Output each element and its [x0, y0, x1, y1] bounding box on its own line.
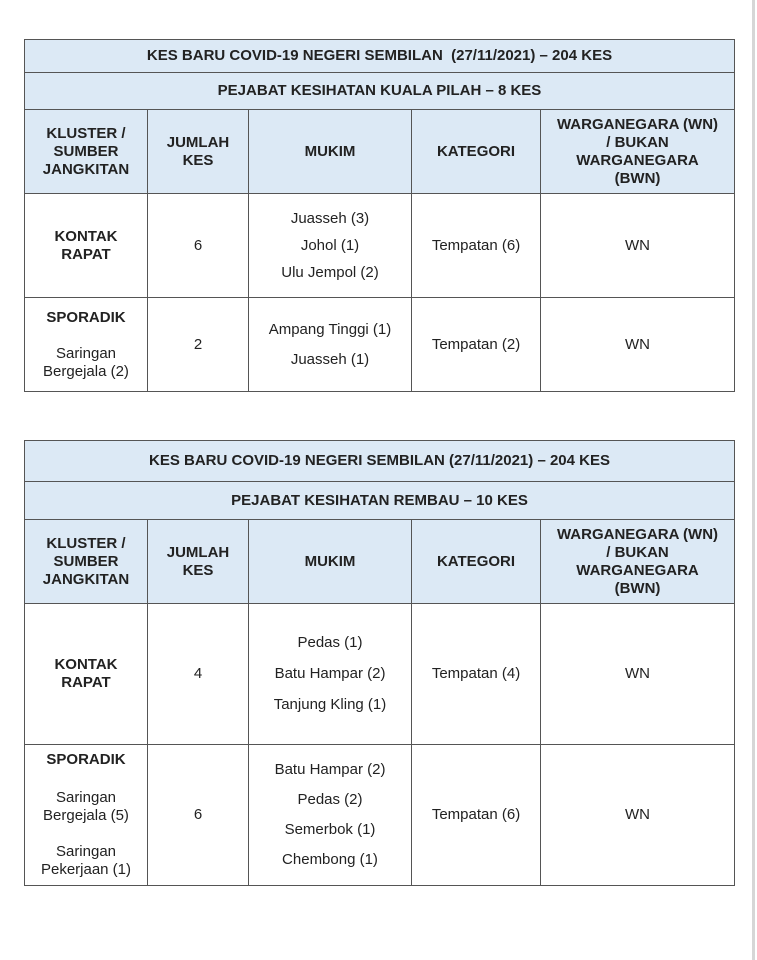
header-mukim: MUKIM	[249, 520, 412, 604]
cell-jumlah: 4	[148, 604, 249, 745]
cell-kategori: Tempatan (4)	[412, 604, 541, 745]
cell-warganegara: WN	[541, 745, 735, 886]
table-row	[25, 745, 735, 886]
table-row	[25, 194, 735, 298]
table-title-row	[25, 40, 735, 73]
table-title: KES BARU COVID-19 NEGERI SEMBILAN (27/11/2021) – 204 KES	[25, 441, 735, 482]
cell-kategori: Tempatan (6)	[412, 194, 541, 298]
cell-jumlah: 6	[148, 194, 249, 298]
header-kategori: KATEGORI	[412, 110, 541, 194]
column-header-row	[25, 110, 735, 194]
cell-mukim: Pedas (1) Batu Hampar (2) Tanjung Kling (1)	[249, 604, 412, 745]
cell-kluster: KONTAK RAPAT	[25, 604, 148, 745]
cell-jumlah: 6	[148, 745, 249, 886]
table-title-row	[25, 441, 735, 482]
table-row	[25, 298, 735, 392]
case-table-rembau	[24, 440, 735, 886]
table-title: KES BARU COVID-19 NEGERI SEMBILAN (27/11/2021) – 204 KES	[25, 40, 735, 73]
cell-kategori: Tempatan (2)	[412, 298, 541, 392]
cell-warganegara: WN	[541, 298, 735, 392]
header-kluster: KLUSTER / SUMBER JANGKITAN	[25, 110, 148, 194]
office-row	[25, 482, 735, 520]
header-jumlah: JUMLAH KES	[148, 110, 249, 194]
column-header-row	[25, 520, 735, 604]
cell-kluster: SPORADIK Saringan Bergejala (2)	[25, 298, 148, 392]
office-title: PEJABAT KESIHATAN REMBAU – 10 KES	[25, 482, 735, 520]
cell-warganegara: WN	[541, 604, 735, 745]
header-warganegara: WARGANEGARA (WN) / BUKAN WARGANEGARA (BWN)	[541, 520, 735, 604]
page-edge-shadow	[752, 0, 755, 960]
cell-kluster: SPORADIK Saringan Bergejala (5) Saringan Pekerjaan (1)	[25, 745, 148, 886]
case-table-kuala-pilah	[24, 39, 735, 392]
table-row	[25, 604, 735, 745]
header-warganegara: WARGANEGARA (WN) / BUKAN WARGANEGARA (BWN)	[541, 110, 735, 194]
cell-mukim: Batu Hampar (2) Pedas (2) Semerbok (1) Chembong (1)	[249, 745, 412, 886]
cell-jumlah: 2	[148, 298, 249, 392]
header-kluster: KLUSTER / SUMBER JANGKITAN	[25, 520, 148, 604]
cell-mukim: Juasseh (3) Johol (1) Ulu Jempol (2)	[249, 194, 412, 298]
cell-mukim: Ampang Tinggi (1) Juasseh (1)	[249, 298, 412, 392]
office-row	[25, 73, 735, 110]
office-title: PEJABAT KESIHATAN KUALA PILAH – 8 KES	[25, 73, 735, 110]
header-jumlah: JUMLAH KES	[148, 520, 249, 604]
cell-kategori: Tempatan (6)	[412, 745, 541, 886]
cell-kluster: KONTAK RAPAT	[25, 194, 148, 298]
header-mukim: MUKIM	[249, 110, 412, 194]
header-kategori: KATEGORI	[412, 520, 541, 604]
cell-warganegara: WN	[541, 194, 735, 298]
